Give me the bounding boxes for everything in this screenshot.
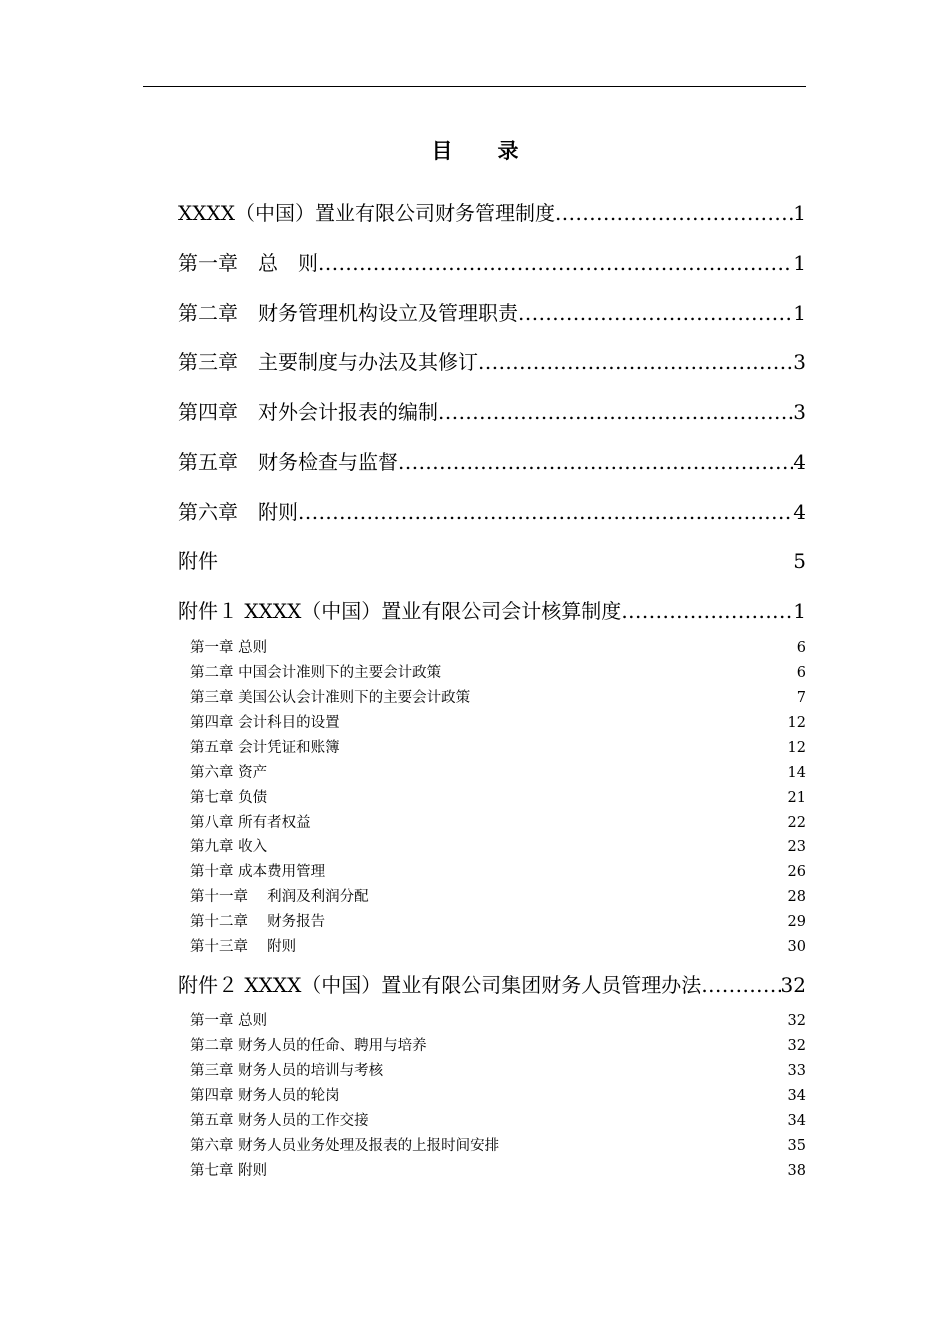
toc-entry-page: 34 xyxy=(787,1088,806,1104)
toc-entry-page: 38 xyxy=(787,1163,806,1179)
toc-entry-sub[interactable] xyxy=(190,837,806,857)
toc-entry-label: 第二章 中国会计准则下的主要会计政策 xyxy=(190,665,442,681)
toc-entry-label: 第八章 所有者权益 xyxy=(190,815,311,831)
toc-entry-page: 1 xyxy=(793,201,806,225)
toc-entry-main[interactable] xyxy=(178,598,806,624)
toc-entry-label: 第十章 成本费用管理 xyxy=(190,864,326,880)
toc-entry-label: 第九章 收入 xyxy=(190,839,268,855)
toc-entry-label: 第五章 财务人员的工作交接 xyxy=(190,1113,369,1129)
toc-entry-page: 28 xyxy=(787,889,806,905)
toc-entry-label: 第三章 美国公认会计准则下的主要会计政策 xyxy=(190,690,471,706)
toc-entry-main[interactable] xyxy=(178,499,806,525)
toc-entry-label: 第一章 总则 xyxy=(190,640,268,656)
toc-entry-main[interactable] xyxy=(178,449,806,475)
dot-leader xyxy=(438,399,793,425)
toc-entry-label: 第二章 财务人员的任命、聘用与培养 xyxy=(190,1038,427,1054)
toc-entry-page: 4 xyxy=(793,500,806,524)
toc-entry-label: 第一章 总则 xyxy=(190,1013,268,1029)
toc-entry-sub[interactable] xyxy=(190,937,806,957)
toc-entry-page: 29 xyxy=(787,914,806,930)
toc-entry-label: 第六章 财务人员业务处理及报表的上报时间安排 xyxy=(190,1138,500,1154)
toc-entry-page: 26 xyxy=(787,864,806,880)
toc-entry-sub[interactable] xyxy=(190,813,806,833)
toc-entry-page: 7 xyxy=(796,690,806,706)
toc-entry-page: 22 xyxy=(787,815,806,831)
toc-entry-page: 14 xyxy=(787,765,806,781)
dot-leader xyxy=(298,499,793,525)
dot-leader xyxy=(478,349,793,375)
toc-entry-label: 附件２ XXXX（中国）置业有限公司集团财务人员管理办法 xyxy=(178,973,702,997)
toc-entry-page: 21 xyxy=(787,790,806,806)
toc-entry-sub[interactable] xyxy=(190,788,806,808)
dot-leader xyxy=(621,598,793,624)
toc-entry-page: 5 xyxy=(793,549,806,573)
toc-entry-sub[interactable] xyxy=(190,1161,806,1181)
toc-entry-label: 第二章 财务管理机构设立及管理职责 xyxy=(178,301,518,325)
toc-entry-label: 第六章 附则 xyxy=(178,500,298,524)
toc-entry-sub[interactable] xyxy=(190,887,806,907)
toc-entry-page: 32 xyxy=(780,973,806,997)
toc-entry-page: 34 xyxy=(787,1113,806,1129)
toc-entry-label: 第三章 财务人员的培训与考核 xyxy=(190,1063,384,1079)
header-rule xyxy=(143,86,806,87)
toc-entry-label: XXXX（中国）置业有限公司财务管理制度 xyxy=(178,201,555,225)
toc-entry-sub[interactable] xyxy=(190,713,806,733)
toc-entry-page: 35 xyxy=(787,1138,806,1154)
toc-entry-label: 第七章 附则 xyxy=(190,1163,268,1179)
toc-entry-page: 6 xyxy=(796,640,806,656)
toc-entry-page: 1 xyxy=(793,251,806,275)
toc-entry-page: 33 xyxy=(787,1063,806,1079)
dot-leader xyxy=(518,300,793,326)
toc-entry-main[interactable] xyxy=(178,349,806,375)
toc-title: 目 录 xyxy=(431,138,538,163)
toc-entry-label: 第五章 财务检查与监督 xyxy=(178,450,398,474)
toc-entry-label: 第五章 会计凭证和账簿 xyxy=(190,740,340,756)
toc-entry-label: 第七章 负债 xyxy=(190,790,268,806)
toc-entry-page: 32 xyxy=(787,1038,806,1054)
toc-entry-main[interactable] xyxy=(178,250,806,276)
toc-entry-page: 32 xyxy=(787,1013,806,1029)
toc-entry-main[interactable] xyxy=(178,200,806,226)
toc-entry-label: 第六章 资产 xyxy=(190,765,268,781)
dot-leader xyxy=(555,200,793,226)
toc-entry-page: 12 xyxy=(787,715,806,731)
toc-entry-sub[interactable] xyxy=(190,738,806,758)
toc-entry-label: 第十二章 财务报告 xyxy=(190,914,326,930)
toc-entry-page: 3 xyxy=(793,350,806,374)
toc-entry-main[interactable] xyxy=(178,399,806,425)
dot-leader xyxy=(318,250,793,276)
toc-entry-label: 第十一章 利润及利润分配 xyxy=(190,889,369,905)
toc-entry-sub[interactable] xyxy=(190,1086,806,1106)
toc-entry-label: 第三章 主要制度与办法及其修订 xyxy=(178,350,478,374)
toc-entry-label: 第四章 会计科目的设置 xyxy=(190,715,340,731)
toc-entry-sub[interactable] xyxy=(190,763,806,783)
toc-entry-main[interactable] xyxy=(178,548,806,574)
toc-entry-sub[interactable] xyxy=(190,862,806,882)
toc-entry-page: 3 xyxy=(793,400,806,424)
toc-entry-sub[interactable] xyxy=(190,912,806,932)
toc-entry-page: 4 xyxy=(793,450,806,474)
toc-entry-sub[interactable] xyxy=(190,663,806,683)
toc-entry-sub[interactable] xyxy=(190,688,806,708)
toc-entry-label: 第四章 对外会计报表的编制 xyxy=(178,400,438,424)
toc-entry-main[interactable] xyxy=(178,300,806,326)
toc-entry-sub[interactable] xyxy=(190,1011,806,1031)
toc-entry-main[interactable] xyxy=(178,972,806,998)
toc-entry-sub[interactable] xyxy=(190,1036,806,1056)
toc-entry-page: 23 xyxy=(787,839,806,855)
toc-entry-page: 12 xyxy=(787,740,806,756)
toc-entry-page: 1 xyxy=(793,301,806,325)
toc-entry-page: 6 xyxy=(796,665,806,681)
toc-entry-page: 1 xyxy=(793,599,806,623)
toc-entry-label: 附件 xyxy=(178,549,218,573)
dot-leader xyxy=(701,972,780,998)
toc-entry-sub[interactable] xyxy=(190,1111,806,1131)
toc-entry-sub[interactable] xyxy=(190,1061,806,1081)
dot-leader xyxy=(398,449,793,475)
toc-entry-label: 第一章 总 则 xyxy=(178,251,318,275)
toc-entry-label: 第十三章 附则 xyxy=(190,939,297,955)
toc-entry-sub[interactable] xyxy=(190,1136,806,1156)
toc-entry-page: 30 xyxy=(787,939,806,955)
toc-entry-label: 附件１ XXXX（中国）置业有限公司会计核算制度 xyxy=(178,599,622,623)
toc-entry-sub[interactable] xyxy=(190,638,806,658)
toc-entry-label: 第四章 财务人员的轮岗 xyxy=(190,1088,340,1104)
